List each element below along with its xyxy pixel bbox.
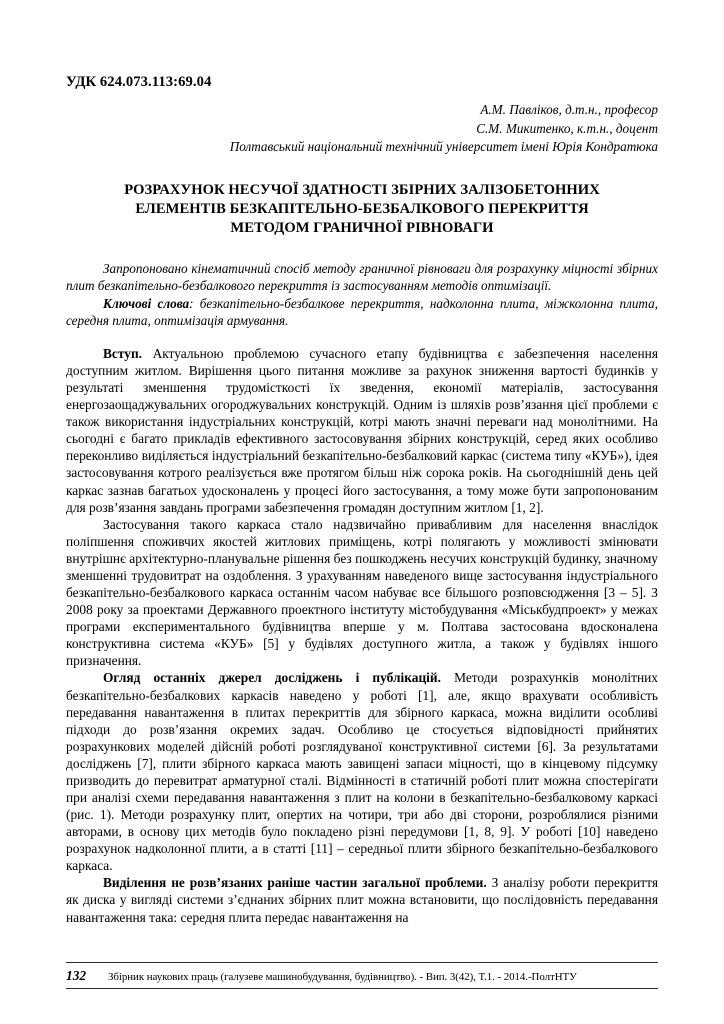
article-content — [66, 74, 658, 926]
section-paragraph-4 — [66, 874, 658, 925]
journal-citation: Збірник наукових праць (галузеве машинобудування, будівництво). - Вип. 3(42), Т.1. - 2014.-ПолтНТУ — [108, 971, 577, 983]
keywords-label: Ключові слова — [103, 295, 190, 311]
author-block — [66, 101, 658, 157]
abstract-text: Запропоновано кінематичний спосіб методу граничної рівноваги для розрахунку міцності збірних плит безкапітельно-безбалкового перекриття із застосуванням методів оптимізації. — [66, 261, 658, 294]
author-line-2: С.М. Микитенко, к.т.н., доцент — [476, 120, 658, 136]
section-body-1: Актуальною проблемою сучасного етапу будівництва є забезпечення населення доступним житлом. Вирішення цього питання можливе за рахунок зниження вартості будинків у результаті зменшення трудомісткості їх зведення, економії матеріалів, застосування енергозаощаджувальних огороджувальних конструкцій. Одним із шляхів розв’язання цієї проблеми є також використання індустріальних конструкцій, котрі мають значні переваги над монолітними. На сьогодні є багато прикладів ефективного застосовування збірних конструкцій, серед яких особливо переконливо виділяється індустріальний безкапітельно-безбалковий каркас (система типу «КУБ»), ідея застосовування котрого реалізується вже протягом більш ніж сорока років. На сьогоднішній день цей каркас зазнав багатьох удосконалень у процесі його застосування, а тому може бути запропонованим для розв’язання завдань програми забезпечення громадян доступним житлом [1, 2]. — [66, 345, 658, 515]
section-heading-3: Огляд останніх джерел досліджень і публікацій. — [103, 670, 441, 686]
section-body-3: Методи розрахунків монолітних безкапітельно-безбалкових каркасів наведено у роботі [1], але, якщо врахувати особливість передавання навантаження в плитах перекриттів для збірного каркаса, можна виділити особливі підходи до розв’язання окремих задач. Особливо це стосується відповідності прийнятих розрахункових моделей дійсній роботі розглядуваної конструктивної системи [6]. За результатами досліджень [7], плити збірного каркаса мають завищені запаси міцності, що в кінцевому підсумку призводить до перевитрат арматурної сталі. Відмінності в статичній роботі плит можна спостерігати при аналізі схеми передавання навантаження з плит на колони в безкапітельно-безбалковому каркасі (рис. 1). Методи розрахунку плит, опертих на чотири, три або дві сторони, розроблялися різними авторами, в основу цих методів було покладено різні передумови [1, 8, 9]. У роботі [10] наведено розрахунок надколонної плити, а в статті [11] – середньої плити збірного безкапітельно-безбалкового каркаса. — [66, 670, 659, 874]
title-line-3: МЕТОДОМ ГРАНИЧНОЇ РІВНОВАГИ — [230, 220, 494, 237]
footer-rule-bottom — [66, 988, 658, 989]
article-title — [66, 181, 658, 238]
affiliation-line: Полтавський національний технічний університет імені Юрія Кондратюка — [229, 139, 658, 155]
section-paragraph-3 — [66, 669, 658, 874]
footer-rule-top — [66, 962, 658, 963]
page-number: 132 — [66, 968, 87, 983]
section-paragraph-1 — [66, 345, 658, 516]
keywords-list: : безкапітельно-безбалкове перекриття, надколонна плита, міжколонна плита, середня плита, оптимізація армування. — [66, 295, 658, 328]
author-line-1: А.М. Павліков, д.т.н., професор — [480, 101, 658, 117]
udc-code: УДК 624.073.113:69.04 — [66, 74, 212, 90]
title-line-1: РОЗРАХУНОК НЕСУЧОЇ ЗДАТНОСТІ ЗБІРНИХ ЗАЛІЗОБЕТОННИХ — [124, 181, 600, 198]
section-body-4: З аналізу роботи перекриття як диска у вигляді системи з’єднаних збірних плит можна встановити, що послідовність передавання навантаження така: середня плита передає навантаження на — [66, 875, 658, 925]
page-footer — [66, 962, 658, 989]
keywords-block — [66, 295, 658, 329]
section-heading-1: Вступ. — [103, 345, 143, 361]
section-body-2: Застосування такого каркаса стало надзвичайно привабливим для населення внаслідок поліпшення споживчих якостей житлових приміщень, котрі полягають у можливості змінювати внутрішнє архітектурно-планувальне рішення без пошкоджень несучих конструкцій будинку, значному зменшенні трудовитрат на оздоблення. З урахуванням наведеного вище застосування індустріального безкапітельно-безбалкового каркаса останнім часом набуває все більшого розповсюдження [3 – 5]. З 2008 року за проектами Державного проектного інституту містобудування «Міськбудпроект» у межах програми експериментального будівництва вперше у м. Полтава застосована вдосконалена конструктивна система «КУБ» [5] у будівлях доступного житла, а також у будівлях іншого призначення. — [66, 516, 658, 669]
section-paragraph-2 — [66, 516, 658, 670]
footer-line — [66, 968, 658, 984]
title-line-2: ЕЛЕМЕНТІВ БЕЗКАПІТЕЛЬНО-БЕЗБАЛКОВОГО ПЕРЕКРИТТЯ — [135, 201, 589, 218]
section-heading-4: Виділення не розв’язаних раніше частин загальної проблеми. — [103, 875, 487, 891]
